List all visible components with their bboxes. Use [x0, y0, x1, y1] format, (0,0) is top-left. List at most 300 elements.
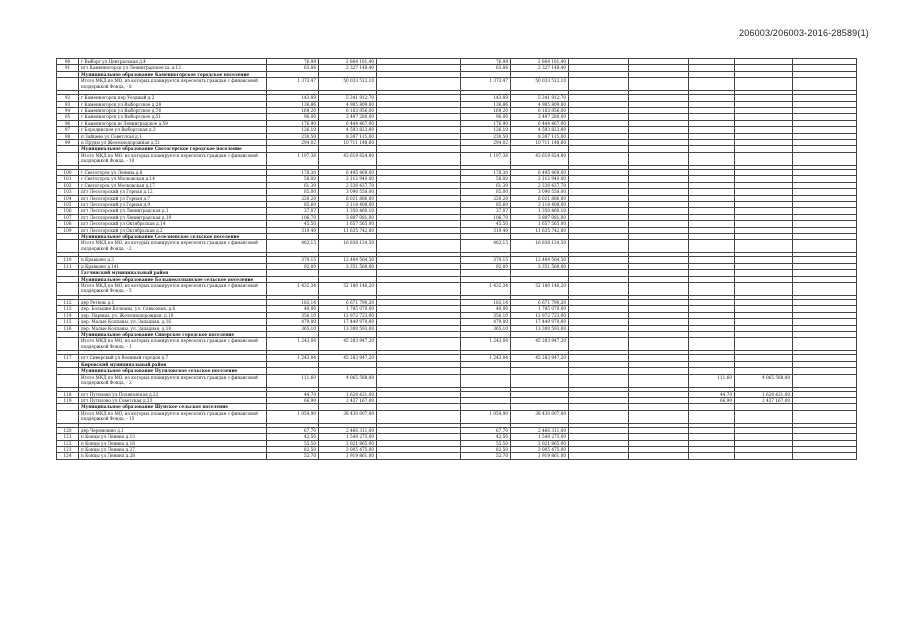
- cost-cell: 2 236 437,70: [319, 182, 377, 188]
- row-number-cell: 105: [57, 201, 79, 207]
- area-cell: 85,00: [461, 189, 511, 195]
- area-cell: 1 243,04: [267, 355, 319, 361]
- area-cell: 462,15: [461, 240, 511, 253]
- area-cell: 85,60: [461, 201, 511, 207]
- area-cell: 178,30: [461, 169, 511, 175]
- area-cell: 92,00: [461, 263, 511, 269]
- cost-cell: 3 096 550,00: [319, 189, 377, 195]
- area-cell: 61,39: [461, 182, 511, 188]
- cost-cell: [735, 338, 793, 351]
- cost-cell: 12 972 723,00: [511, 312, 569, 318]
- row-number-cell: 90: [57, 59, 79, 65]
- area-cell: 176,90: [461, 120, 511, 126]
- address-cell: Муниципальное образование Шумское сельское поселение: [79, 404, 267, 410]
- area-cell: 106,70: [461, 214, 511, 220]
- area-cell: 55,50: [267, 440, 319, 446]
- row-number-cell: [57, 410, 79, 423]
- area-cell: 1 243,04: [267, 338, 319, 351]
- cost-cell: 1 628 421,00: [319, 391, 377, 397]
- cost-cell: 6 495 469,00: [511, 169, 569, 175]
- table-cell: [377, 338, 461, 351]
- area-cell: 1 243,04: [461, 355, 511, 361]
- area-cell: [689, 410, 735, 423]
- address-cell: г Бородинское ул Выборгская д.3: [79, 127, 267, 133]
- address-cell: г Каменногорск ул Выборгское д.51: [79, 114, 267, 120]
- area-cell: 176,90: [267, 120, 319, 126]
- address-cell: п Пруды ул Железнодорожная д.51: [79, 140, 267, 146]
- area-cell: 319,40: [461, 227, 511, 233]
- address-cell: дер. Парицы, ул. Железнодорожная, д.10: [79, 312, 267, 318]
- row-number-cell: [57, 152, 79, 165]
- cost-cell: 3 096 550,00: [511, 189, 569, 195]
- address-cell: Муниципальное образование Путиловское сельское поселение: [79, 368, 267, 374]
- area-cell: 58,00: [461, 176, 511, 182]
- cost-cell: 1 785 070,00: [511, 306, 569, 312]
- cost-cell: 1 350 460,10: [511, 208, 569, 214]
- cost-cell: 45 283 947,20: [511, 355, 569, 361]
- area-cell: 92,00: [267, 263, 319, 269]
- address-cell: Итого МКД по МО, из которых планируется переселять граждан с финансовой поддержкой Фонда, - 1: [79, 338, 267, 351]
- area-cell: 1 054,90: [267, 410, 319, 423]
- cost-cell: [735, 152, 793, 165]
- subtotal-row: [57, 78, 857, 91]
- area-cell: 42,50: [267, 434, 319, 440]
- address-cell: п Концы ул Ленина д.28: [79, 453, 267, 459]
- area-cell: 1 243,04: [461, 338, 511, 351]
- cost-cell: 1 657 565,00: [319, 221, 377, 227]
- cost-cell: 43 619 824,80: [511, 152, 569, 165]
- address-cell: дер. Малые Колпаны, ул. Западная, д.18: [79, 325, 267, 331]
- cost-cell: 4 065 588,00: [319, 374, 377, 387]
- cost-cell: 6 163 956,00: [511, 108, 569, 114]
- register-sheet: [56, 58, 856, 460]
- row-number-cell: 95: [57, 114, 79, 120]
- register-body: [57, 59, 857, 460]
- area-cell: 111,60: [689, 374, 735, 387]
- row-number-cell: 112: [57, 299, 79, 305]
- address-cell: Итого МКД по МО, из которых планируется переселять граждан с финансовой поддержкой Фонда, - 2: [79, 374, 267, 387]
- area-cell: 294,02: [267, 140, 319, 146]
- cost-cell: 10 711 148,60: [511, 140, 569, 146]
- row-number-cell: [57, 240, 79, 253]
- cost-cell: 13 300 593,00: [319, 325, 377, 331]
- address-cell: п Кравцово д.3: [79, 257, 267, 263]
- address-cell: Итого МКД по МО, из которых планируется переселять граждан с финансовой поддержкой Фонда, - 10: [79, 152, 267, 165]
- row-number-cell: 106: [57, 208, 79, 214]
- area-cell: 49,00: [461, 306, 511, 312]
- area-cell: 82,50: [461, 447, 511, 453]
- area-cell: 462,15: [267, 240, 319, 253]
- cost-cell: 16 836 124,50: [511, 240, 569, 253]
- address-cell: дер Ретюнь д.1: [79, 299, 267, 305]
- area-cell: [461, 374, 511, 387]
- area-cell: [689, 240, 735, 253]
- address-cell: пгт Лесогорский ул Ленинградская д.1: [79, 208, 267, 214]
- area-cell: 126,10: [461, 127, 511, 133]
- table-cell: [377, 78, 461, 91]
- table-cell: [793, 374, 857, 387]
- area-cell: 61,39: [267, 182, 319, 188]
- area-cell: 55,50: [461, 440, 511, 446]
- row-number-cell: 124: [57, 453, 79, 459]
- row-number-cell: [57, 78, 79, 91]
- cost-cell: 12 972 723,00: [319, 312, 377, 318]
- table-cell: [629, 453, 689, 459]
- table-cell: [569, 282, 629, 295]
- area-cell: 126,10: [267, 127, 319, 133]
- cost-cell: 2 327 148,40: [319, 65, 377, 71]
- area-cell: 230,50: [267, 133, 319, 139]
- area-cell: 42,50: [461, 434, 511, 440]
- cost-cell: 16 836 124,50: [319, 240, 377, 253]
- address-cell: г Светогорск ул Московская д.14: [79, 176, 267, 182]
- table-cell: [377, 240, 461, 253]
- subtotal-row: [57, 410, 857, 423]
- area-cell: 1 197,36: [461, 152, 511, 165]
- area-cell: 1 054,90: [461, 410, 511, 423]
- cost-cell: 2 327 148,40: [511, 65, 569, 71]
- row-number-cell: 103: [57, 189, 79, 195]
- cost-cell: 6 444 467,00: [319, 120, 377, 126]
- address-cell: п Кравцово д.141: [79, 263, 267, 269]
- address-cell: пгт Лесогорский ул Горная д.12: [79, 189, 267, 195]
- address-cell: п Концы ул Ленина д.18: [79, 440, 267, 446]
- cost-cell: 4 985 809,80: [511, 101, 569, 107]
- subtotal-row: [57, 338, 857, 351]
- table-cell: [629, 282, 689, 295]
- area-cell: 44,70: [689, 391, 735, 397]
- housing-register-table: [56, 58, 857, 460]
- table-cell: [569, 453, 629, 459]
- area-cell: 96,00: [267, 114, 319, 120]
- area-cell: [689, 453, 735, 459]
- cost-cell: 1 548 275,00: [511, 434, 569, 440]
- cost-cell: 1 919 861,00: [319, 453, 377, 459]
- table-cell: [793, 152, 857, 165]
- row-number-cell: 98: [57, 133, 79, 139]
- area-cell: 1 373,47: [461, 78, 511, 91]
- address-cell: п Концы ул Ленина д.13: [79, 434, 267, 440]
- cost-cell: 5 241 912,70: [319, 95, 377, 101]
- table-cell: [793, 338, 857, 351]
- subtotal-row: [57, 282, 857, 295]
- area-cell: 44,70: [267, 391, 319, 397]
- cost-cell: 6 495 469,00: [319, 169, 377, 175]
- area-cell: 96,00: [461, 114, 511, 120]
- row-number-cell: [57, 338, 79, 351]
- cost-cell: 3 005 475,00: [319, 447, 377, 453]
- address-cell: Итого МКД по МО, из которых планируется переселять граждан с финансовой поддержкой Фонда, - 5: [79, 282, 267, 295]
- cost-cell: [735, 240, 793, 253]
- area-cell: [689, 152, 735, 165]
- cost-cell: 3 351 560,00: [511, 263, 569, 269]
- address-cell: Гатчинский муниципальный район: [79, 270, 267, 276]
- row-number-cell: 101: [57, 176, 79, 182]
- address-cell: г Каменногорск ул Выборгское д.28: [79, 101, 267, 107]
- area-cell: 169,20: [267, 108, 319, 114]
- address-cell: г Светогорск ул Московская д.17: [79, 182, 267, 188]
- row-number-cell: 92: [57, 95, 79, 101]
- cost-cell: [735, 410, 793, 423]
- address-cell: Муниципальное образование Светогорское городское поселение: [79, 146, 267, 152]
- cost-cell: 10 711 148,60: [319, 140, 377, 146]
- table-cell: [629, 410, 689, 423]
- row-number-cell: 116: [57, 325, 79, 331]
- cost-cell: 52 180 146,20: [319, 282, 377, 295]
- row-number-cell: 104: [57, 195, 79, 201]
- cost-cell: 8 397 115,00: [511, 133, 569, 139]
- cost-cell: 6 163 956,00: [319, 108, 377, 114]
- table-cell: [629, 152, 689, 165]
- row-number-cell: 99: [57, 140, 79, 146]
- table-cell: [629, 78, 689, 91]
- cost-cell: 3 887 081,00: [319, 214, 377, 220]
- cost-cell: 45 283 947,20: [511, 338, 569, 351]
- row-number-cell: 117: [57, 355, 79, 361]
- table-cell: [377, 453, 461, 459]
- area-cell: 143,89: [267, 95, 319, 101]
- table-cell: [793, 240, 857, 253]
- address-cell: г Выборг ул Центральная д.4: [79, 59, 267, 65]
- cost-cell: 3 887 081,00: [511, 214, 569, 220]
- table-cell: [377, 152, 461, 165]
- row-number-cell: 115: [57, 319, 79, 325]
- table-cell: [377, 410, 461, 423]
- cost-cell: 13 484 564,50: [511, 257, 569, 263]
- cost-cell: 43 619 824,80: [319, 152, 377, 165]
- cost-cell: 6 671 790,20: [319, 299, 377, 305]
- area-cell: 106,70: [267, 214, 319, 220]
- area-cell: 356,10: [267, 312, 319, 318]
- area-cell: 370,15: [461, 257, 511, 263]
- table-cell: [629, 338, 689, 351]
- row-number-cell: 119: [57, 398, 79, 404]
- address-cell: пгт Сиверский ул Военный городок д.7: [79, 355, 267, 361]
- address-cell: пгт Лесогорский ул Ленинградская д.19: [79, 214, 267, 220]
- row-number-cell: 114: [57, 312, 79, 318]
- cost-cell: 2 804 101,40: [511, 59, 569, 65]
- cost-cell: 8 021 886,00: [511, 195, 569, 201]
- area-cell: 1 373,47: [267, 78, 319, 91]
- cost-cell: 17 449 970,00: [511, 319, 569, 325]
- area-cell: 370,15: [267, 257, 319, 263]
- area-cell: 52,70: [461, 453, 511, 459]
- area-cell: 76,98: [267, 59, 319, 65]
- cost-cell: 11 635 742,00: [511, 227, 569, 233]
- row-number-cell: 110: [57, 257, 79, 263]
- address-cell: Итого МКД по МО, из которых планируется переселять граждан с финансовой поддержкой Фонда, - 13: [79, 410, 267, 423]
- cost-cell: 38 430 007,00: [511, 410, 569, 423]
- area-cell: 178,30: [267, 169, 319, 175]
- row-number-cell: 102: [57, 182, 79, 188]
- address-cell: Муниципальное образование Сиверское городское поселение: [79, 332, 267, 338]
- area-cell: 479,00: [267, 319, 319, 325]
- area-cell: [689, 282, 735, 295]
- address-cell: г Каменногорск пер Уездный д.2: [79, 95, 267, 101]
- area-cell: 365,10: [461, 325, 511, 331]
- cost-cell: 38 430 007,00: [319, 410, 377, 423]
- area-cell: 45,50: [461, 221, 511, 227]
- area-cell: 52,70: [267, 453, 319, 459]
- row-number-cell: 118: [57, 391, 79, 397]
- area-cell: 1 432,34: [461, 282, 511, 295]
- row-number-cell: 97: [57, 127, 79, 133]
- subtotal-row: [57, 152, 857, 165]
- cost-cell: 2 437 167,00: [319, 398, 377, 404]
- cost-cell: 2 112 940,00: [319, 176, 377, 182]
- area-cell: 136,86: [267, 101, 319, 107]
- cost-cell: 2 021 865,00: [319, 440, 377, 446]
- cost-cell: 1 785 070,00: [319, 306, 377, 312]
- area-cell: 63,88: [267, 65, 319, 71]
- address-cell: дер. Малые Колпаны, ул. Западная, д.16: [79, 319, 267, 325]
- address-cell: пгт Лесогорский ул Горная д.7: [79, 195, 267, 201]
- address-cell: пгт Каменногорск ул Ленинградское ш. д.13: [79, 65, 267, 71]
- cost-cell: 6 671 790,20: [511, 299, 569, 305]
- area-cell: 479,00: [461, 319, 511, 325]
- table-cell: [793, 282, 857, 295]
- address-cell: пгт Лесогорский ул Октябрьская д.14: [79, 221, 267, 227]
- area-cell: 183,14: [267, 299, 319, 305]
- cost-cell: 2 236 437,70: [511, 182, 569, 188]
- cost-cell: 45 283 947,20: [319, 338, 377, 351]
- address-cell: Кировский муниципальный район: [79, 361, 267, 367]
- area-cell: 365,10: [267, 325, 319, 331]
- cost-cell: 3 118 408,00: [319, 201, 377, 207]
- cost-cell: 11 635 742,00: [319, 227, 377, 233]
- cost-cell: [735, 282, 793, 295]
- row-number-cell: 120: [57, 427, 79, 433]
- cost-cell: 2 804 101,40: [319, 59, 377, 65]
- row-number-cell: [57, 282, 79, 295]
- address-cell: дер. Большие Колпаны, ул. Совхозная, д.6: [79, 306, 267, 312]
- cost-cell: [735, 453, 793, 459]
- area-cell: 37,07: [461, 208, 511, 214]
- address-cell: г Каменногорск ш Ленинградское д.59: [79, 120, 267, 126]
- table-cell: [569, 240, 629, 253]
- area-cell: 356,10: [461, 312, 511, 318]
- cost-cell: 4 593 823,00: [319, 127, 377, 133]
- cost-cell: 2 021 865,00: [511, 440, 569, 446]
- area-cell: 76,98: [461, 59, 511, 65]
- row-number-cell: 123: [57, 447, 79, 453]
- row-number-cell: [57, 374, 79, 387]
- area-cell: 111,60: [267, 374, 319, 387]
- table-cell: [377, 374, 461, 387]
- cost-cell: 1 919 861,00: [511, 453, 569, 459]
- address-cell: пгт Лесогорский ул Октябрьская д.2: [79, 227, 267, 233]
- table-cell: [569, 152, 629, 165]
- cost-cell: 17 449 970,00: [319, 319, 377, 325]
- cost-cell: 3 351 560,00: [319, 263, 377, 269]
- cost-cell: 52 180 146,20: [511, 282, 569, 295]
- table-cell: [793, 78, 857, 91]
- area-cell: 37,07: [267, 208, 319, 214]
- area-cell: 45,50: [267, 221, 319, 227]
- cost-cell: 2 437 167,00: [735, 398, 793, 404]
- cost-cell: [735, 78, 793, 91]
- cost-cell: 4 593 823,00: [511, 127, 569, 133]
- table-cell: [569, 410, 629, 423]
- row-number-cell: 109: [57, 227, 79, 233]
- row-number-cell: 100: [57, 169, 79, 175]
- subtotal-row: [57, 374, 857, 387]
- cost-cell: 2 466 311,00: [511, 427, 569, 433]
- table-row: [57, 453, 857, 459]
- table-cell: [569, 338, 629, 351]
- address-cell: г Светогорск ул Ленина д.8: [79, 169, 267, 175]
- area-cell: 1 197,36: [267, 152, 319, 165]
- area-cell: 294,02: [461, 140, 511, 146]
- document-id: 206003/206003-2016-28589(1): [738, 28, 869, 38]
- row-number-cell: 121: [57, 434, 79, 440]
- address-cell: Муниципальное образование Каменногорское городское поселение: [79, 71, 267, 77]
- table-cell: [629, 240, 689, 253]
- row-number-cell: 96: [57, 120, 79, 126]
- area-cell: 220,20: [267, 195, 319, 201]
- address-cell: пгт Путилово ул Поляковская д.22: [79, 391, 267, 397]
- row-number-cell: 111: [57, 263, 79, 269]
- cost-cell: 1 350 460,10: [319, 208, 377, 214]
- cost-cell: 1 548 275,00: [319, 434, 377, 440]
- cost-cell: 50 033 512,10: [511, 78, 569, 91]
- cost-cell: 3 497 280,00: [319, 114, 377, 120]
- area-cell: 58,00: [267, 176, 319, 182]
- table-cell: [569, 374, 629, 387]
- cost-cell: 4 985 809,80: [319, 101, 377, 107]
- area-cell: 1 432,34: [267, 282, 319, 295]
- row-number-cell: 107: [57, 214, 79, 220]
- cost-cell: 13 484 564,50: [319, 257, 377, 263]
- cost-cell: [511, 374, 569, 387]
- row-number-cell: 108: [57, 221, 79, 227]
- cost-cell: 45 283 947,20: [319, 355, 377, 361]
- address-cell: Муниципальное образование Большеколпанское сельское поселение: [79, 276, 267, 282]
- cost-cell: 8 397 115,00: [319, 133, 377, 139]
- cost-cell: 1 657 565,00: [511, 221, 569, 227]
- area-cell: 49,00: [267, 306, 319, 312]
- area-cell: 319,40: [267, 227, 319, 233]
- address-cell: пгт Путилово ул Советская д.23: [79, 398, 267, 404]
- row-number-cell: 122: [57, 440, 79, 446]
- area-cell: 66,90: [267, 398, 319, 404]
- area-cell: 169,20: [461, 108, 511, 114]
- row-number-cell: 91: [57, 65, 79, 71]
- area-cell: 143,89: [461, 95, 511, 101]
- address-cell: Итого МКД по МО, из которых планируется переселять граждан с финансовой поддержкой Фонда, - 8: [79, 78, 267, 91]
- cost-cell: 13 300 593,00: [511, 325, 569, 331]
- address-cell: п Концы ул Ленина д.27: [79, 447, 267, 453]
- row-number-cell: 94: [57, 108, 79, 114]
- area-cell: 67,70: [461, 427, 511, 433]
- table-cell: [793, 453, 857, 459]
- address-cell: г Каменногорск ул Выборгское д.76: [79, 108, 267, 114]
- area-cell: 136,86: [461, 101, 511, 107]
- area-cell: 183,14: [461, 299, 511, 305]
- subtotal-row: [57, 240, 857, 253]
- cost-cell: 2 466 311,00: [319, 427, 377, 433]
- cost-cell: 3 005 475,00: [511, 447, 569, 453]
- cost-cell: 8 021 886,00: [319, 195, 377, 201]
- area-cell: 63,88: [461, 65, 511, 71]
- row-number-cell: 113: [57, 306, 79, 312]
- area-cell: 67,70: [267, 427, 319, 433]
- area-cell: 82,50: [267, 447, 319, 453]
- table-cell: [569, 78, 629, 91]
- area-cell: [689, 338, 735, 351]
- table-cell: [377, 282, 461, 295]
- cost-cell: 2 112 940,00: [511, 176, 569, 182]
